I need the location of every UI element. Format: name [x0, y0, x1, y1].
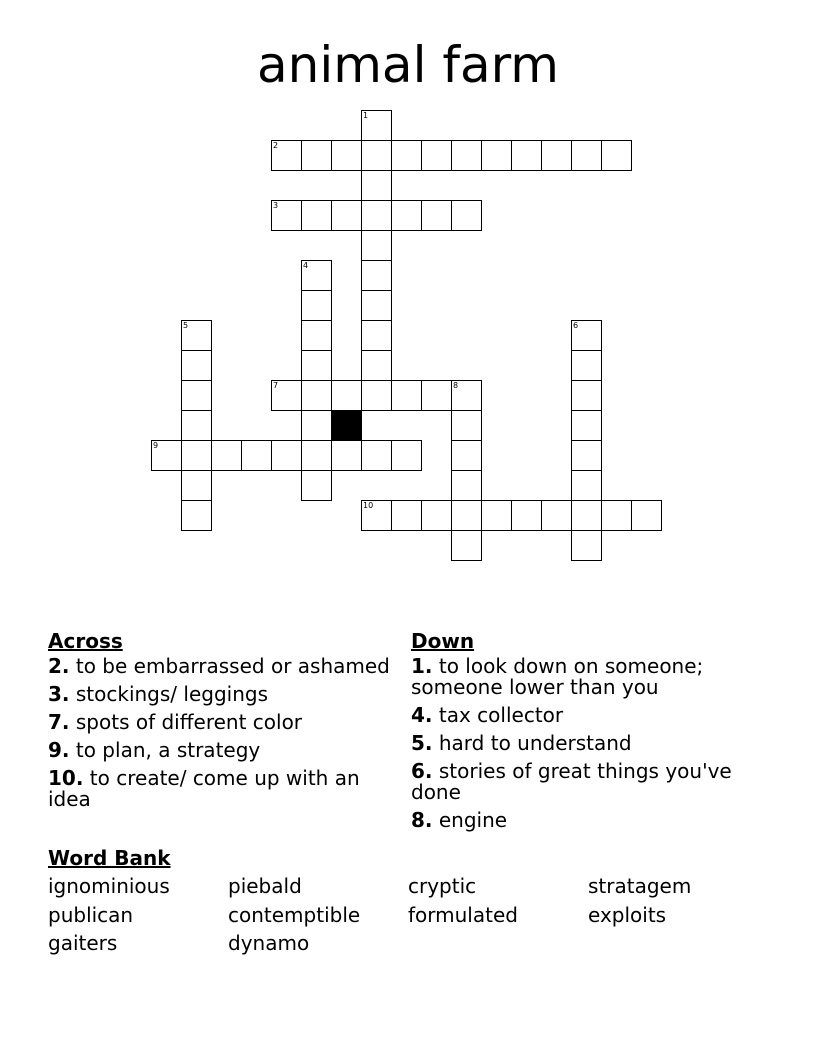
grid-cell[interactable] [271, 200, 302, 231]
cell-number: 3 [273, 201, 279, 210]
grid-cell[interactable] [361, 170, 392, 201]
grid-cell[interactable] [301, 380, 332, 411]
grid-cell[interactable] [181, 350, 212, 381]
grid-cell[interactable] [571, 440, 602, 471]
grid-cell[interactable] [361, 500, 392, 531]
clue-text: stories of great things you've done [411, 759, 732, 804]
clue-text: to look down on someone; someone lower than you [411, 654, 704, 699]
cell-number: 9 [153, 441, 159, 450]
grid-cell[interactable] [181, 410, 212, 441]
grid-cell[interactable] [271, 140, 302, 171]
grid-cell[interactable] [451, 200, 482, 231]
clue-text: to create/ come up with an idea [48, 766, 360, 811]
down-clue [411, 656, 766, 698]
grid-cell[interactable] [331, 380, 362, 411]
grid-cell[interactable] [361, 110, 392, 141]
grid-cell[interactable] [361, 200, 392, 231]
grid-cell[interactable] [181, 470, 212, 501]
grid-cell[interactable] [271, 380, 302, 411]
grid-cell[interactable] [301, 260, 332, 291]
grid-cell[interactable] [571, 530, 602, 561]
grid-cell[interactable] [361, 380, 392, 411]
grid-cell[interactable] [451, 140, 482, 171]
grid-cell[interactable] [541, 140, 572, 171]
clue-number: 7. [48, 710, 70, 734]
grid-cell[interactable] [391, 200, 422, 231]
cell-number: 8 [453, 381, 459, 390]
cell-number: 10 [363, 501, 374, 510]
grid-cell[interactable] [361, 230, 392, 261]
down-clue [411, 810, 766, 831]
across-clue [48, 768, 403, 810]
grid-cell[interactable] [331, 200, 362, 231]
across-clue [48, 656, 403, 677]
clue-number: 3. [48, 682, 70, 706]
grid-cell[interactable] [571, 320, 602, 351]
grid-cell[interactable] [361, 320, 392, 351]
cell-number: 6 [573, 321, 579, 330]
grid-cell[interactable] [571, 350, 602, 381]
grid-cell[interactable] [331, 140, 362, 171]
page-title: animal farm [257, 36, 559, 94]
word-bank-item: contemptible [228, 903, 361, 927]
grid-cell[interactable] [421, 140, 452, 171]
grid-cell[interactable] [301, 440, 332, 471]
grid-cell[interactable] [481, 140, 512, 171]
grid-cell[interactable] [181, 440, 212, 471]
grid-cell[interactable] [301, 350, 332, 381]
clue-text: hard to understand [438, 731, 632, 755]
cell-number: 7 [273, 381, 279, 390]
across-clues [48, 628, 403, 817]
clue-number: 2. [48, 654, 70, 678]
grid-cell[interactable] [301, 320, 332, 351]
grid-cell[interactable] [481, 500, 512, 531]
grid-cell[interactable] [541, 500, 572, 531]
grid-cell[interactable] [361, 140, 392, 171]
across-clue [48, 712, 403, 733]
grid-cell[interactable] [451, 500, 482, 531]
grid-cell[interactable] [181, 320, 212, 351]
cell-number: 4 [303, 261, 309, 270]
grid-cell[interactable] [391, 440, 422, 471]
down-clues [411, 628, 766, 838]
grid-cell[interactable] [451, 440, 482, 471]
grid-cell[interactable] [571, 410, 602, 441]
grid-cell[interactable] [631, 500, 662, 531]
grid-cell[interactable] [301, 200, 332, 231]
cell-number: 2 [273, 141, 279, 150]
grid-cell[interactable] [571, 500, 602, 531]
down-clue [411, 761, 766, 803]
clue-number: 4. [411, 703, 433, 727]
clue-number: 8. [411, 808, 433, 832]
grid-cell[interactable] [391, 500, 422, 531]
clue-number: 1. [411, 654, 433, 678]
grid-cell[interactable] [451, 380, 482, 411]
grid-cell[interactable] [271, 440, 302, 471]
grid-cell[interactable] [571, 140, 602, 171]
word-bank-item: dynamo [228, 931, 310, 955]
clue-number: 10. [48, 766, 84, 790]
down-clue [411, 733, 766, 754]
grid-cell[interactable] [361, 290, 392, 321]
grid-cell[interactable] [601, 500, 632, 531]
grid-cell[interactable] [511, 500, 542, 531]
grid-cell[interactable] [451, 470, 482, 501]
grid-cell[interactable] [421, 500, 452, 531]
cell-number: 1 [363, 111, 369, 120]
word-bank-item: gaiters [48, 931, 118, 955]
clue-number: 5. [411, 731, 433, 755]
across-clue [48, 684, 403, 705]
clue-text: spots of different color [75, 710, 303, 734]
word-bank-item: formulated [408, 903, 518, 927]
clue-text: tax collector [438, 703, 564, 727]
grid-cell[interactable] [301, 470, 332, 501]
word-bank-item: cryptic [408, 874, 477, 898]
grid-cell[interactable] [571, 380, 602, 411]
grid-cell[interactable] [241, 440, 272, 471]
grid-cell[interactable] [181, 380, 212, 411]
grid-cell[interactable] [391, 380, 422, 411]
down-clue [411, 705, 766, 726]
down-heading: Down [411, 629, 475, 653]
grid-cell[interactable] [301, 140, 332, 171]
word-bank-item: exploits [588, 903, 667, 927]
grid-cell[interactable] [301, 410, 332, 441]
word-bank-item: publican [48, 903, 134, 927]
grid-cell[interactable] [331, 440, 362, 471]
grid-cell[interactable] [391, 140, 422, 171]
black-cell [331, 410, 362, 441]
word-bank-item: stratagem [588, 874, 692, 898]
clue-text: stockings/ leggings [75, 682, 268, 706]
grid-cell[interactable] [601, 140, 632, 171]
grid-cell[interactable] [211, 440, 242, 471]
clue-text: to be embarrassed or ashamed [75, 654, 390, 678]
grid-cell[interactable] [421, 200, 452, 231]
word-bank-item: piebald [228, 874, 302, 898]
grid-cell[interactable] [361, 350, 392, 381]
grid-cell[interactable] [361, 260, 392, 291]
across-heading: Across [48, 629, 123, 653]
clue-text: engine [438, 808, 508, 832]
grid-cell[interactable] [451, 530, 482, 561]
clue-number: 6. [411, 759, 433, 783]
grid-cell[interactable] [421, 380, 452, 411]
grid-cell[interactable] [151, 440, 182, 471]
word-bank-item: ignominious [48, 874, 170, 898]
across-clue [48, 740, 403, 761]
word-bank-heading: Word Bank [48, 846, 171, 870]
grid-cell[interactable] [511, 140, 542, 171]
clue-number: 9. [48, 738, 70, 762]
grid-cell[interactable] [181, 500, 212, 531]
cell-number: 5 [183, 321, 189, 330]
clue-text: to plan, a strategy [75, 738, 261, 762]
grid-cell[interactable] [571, 470, 602, 501]
grid-cell[interactable] [301, 290, 332, 321]
grid-cell[interactable] [451, 410, 482, 441]
grid-cell[interactable] [361, 440, 392, 471]
